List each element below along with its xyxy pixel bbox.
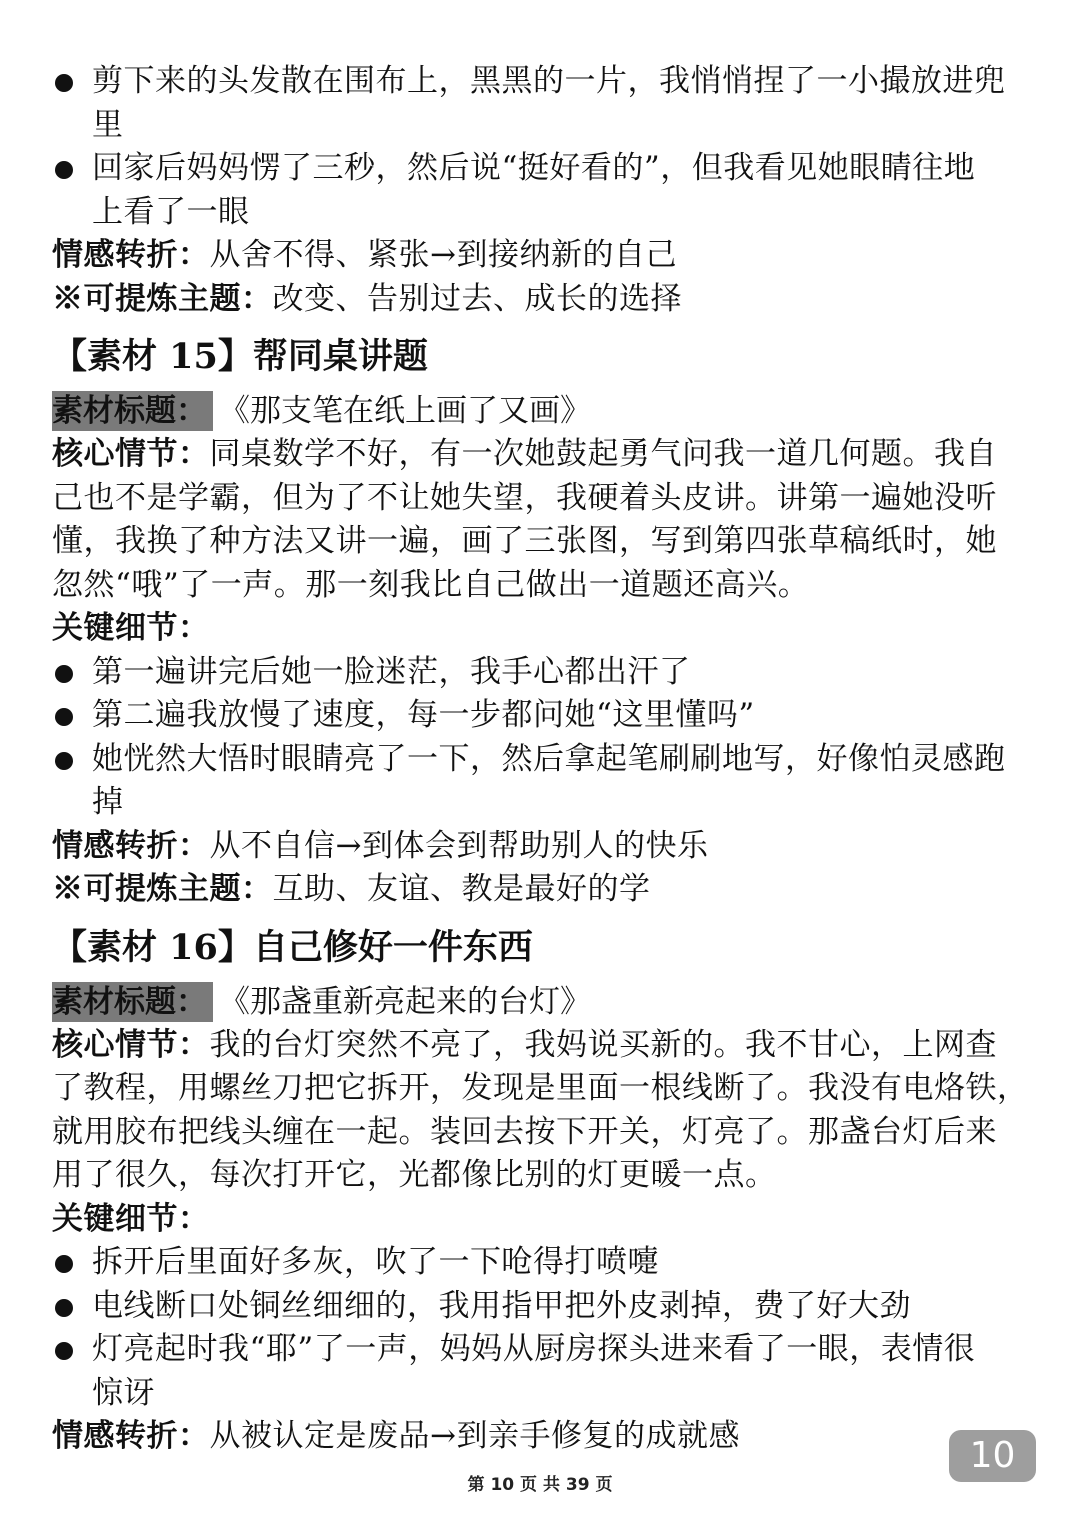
theme-line: [52, 278, 1037, 322]
theme-label: ※可提炼主题：: [52, 871, 273, 907]
material-title-label: 素材标题：: [52, 391, 213, 431]
page-footer: 第 10 页 共 39 页: [467, 1475, 613, 1495]
bullet-icon: [55, 665, 73, 683]
page-number-badge: 10: [949, 1430, 1036, 1482]
core-plot-line: 用了很久，每次打开它，光都像比别的灯更暖一点。: [52, 1157, 777, 1193]
material-title-text: 《那支笔在纸上画了又画》: [219, 393, 591, 429]
key-details-label: 关键细节：: [52, 1200, 210, 1237]
list-item: 拆开后里面好多灰，吹了一下呛得打喷嚏: [52, 1241, 1037, 1285]
emotion-text: 从被认定是废品→到亲手修复的成就感: [209, 1418, 740, 1454]
key-details-label: 关键细节：: [52, 610, 210, 646]
document-body: [52, 60, 1037, 1459]
bullet-icon: [55, 74, 73, 92]
core-plot-line: 忽然“哦”了一声。那一刻我比自己做出一道题还高兴。: [52, 566, 810, 603]
core-plot: 核心情节：同桌数学不好，有一次她鼓起勇气问我一道几何题。我自: [52, 436, 997, 472]
theme-label: ※可提炼主题：: [52, 280, 273, 317]
list-item: 第二遍我放慢了速度，每一步都问她“这里懂吗”: [52, 694, 1037, 738]
bullet-icon: [55, 708, 73, 726]
material-title-row: [52, 389, 1037, 433]
core-plot-line: 己也不是学霸，但为了不让她失望，我硬着头皮讲。讲第一遍她没听: [52, 479, 997, 516]
bullet-icon: [55, 752, 73, 770]
section-heading: 【素材 16】自己修好一件东西: [52, 926, 533, 968]
emotion-line: [52, 234, 1037, 278]
list-item: 回家后妈妈愣了三秒，然后说“挺好看的”，但我看见她眼睛往地 上看了一眼: [52, 147, 1037, 234]
list-item: 灯亮起时我“耶”了一声，妈妈从厨房探头进来看了一眼，表情很 惊讶: [52, 1328, 1037, 1415]
theme-line: [52, 868, 1037, 912]
list-item: 她恍然大悟时眼睛亮了一下，然后拿起笔刷刷地写，好像怕灵感跑 掉: [52, 738, 1037, 825]
bullet-icon: [55, 1299, 73, 1317]
list-item: 剪下来的头发散在围布上，黑黑的一片，我悄悄捏了一小撮放进兜 里: [52, 60, 1037, 147]
bullet-icon: [55, 161, 73, 179]
material-title-label: 素材标题：: [52, 982, 213, 1022]
core-plot-line: 懂，我换了种方法又讲一遍，画了三张图，写到第四张草稿纸时，她: [52, 523, 997, 559]
bullet-icon: [55, 1255, 73, 1273]
core-plot-label: 核心情节：: [52, 436, 210, 472]
emotion-label: 情感转折：: [52, 827, 210, 864]
theme-text: 改变、告别过去、成长的选择: [272, 280, 682, 317]
emotion-line: [52, 1415, 1037, 1459]
material-title-row: [52, 980, 1037, 1024]
core-plot-line: 了教程，用螺丝刀把它拆开，发现是里面一根线断了。我没有电烙铁，: [52, 1070, 1029, 1106]
list-item: 第一遍讲完后她一脸迷茫，我手心都出汗了: [52, 651, 1037, 695]
emotion-label: 情感转折：: [52, 1418, 210, 1454]
theme-text: 互助、友谊、教是最好的学: [272, 871, 651, 907]
core-plot: 核心情节：我的台灯突然不亮了，我妈说买新的。我不甘心，上网查: [52, 1026, 997, 1063]
emotion-label: 情感转折：: [52, 237, 210, 273]
emotion-text: 从舍不得、紧张→到接纳新的自己: [209, 237, 677, 273]
emotion-line: [52, 825, 1037, 869]
emotion-text: 从不自信→到体会到帮助别人的快乐: [209, 827, 709, 864]
bullet-icon: [55, 1342, 73, 1360]
core-plot-label: 核心情节：: [52, 1026, 210, 1063]
core-plot-line: 就用胶布把线头缠在一起。装回去按下开关，灯亮了。那盏台灯后来: [52, 1113, 997, 1150]
list-item: 电线断口处铜丝细细的，我用指甲把外皮剥掉，费了好大劲: [52, 1285, 1037, 1329]
material-title-text: 《那盏重新亮起来的台灯》: [219, 983, 591, 1020]
section-heading: 【素材 15】帮同桌讲题: [52, 336, 428, 377]
